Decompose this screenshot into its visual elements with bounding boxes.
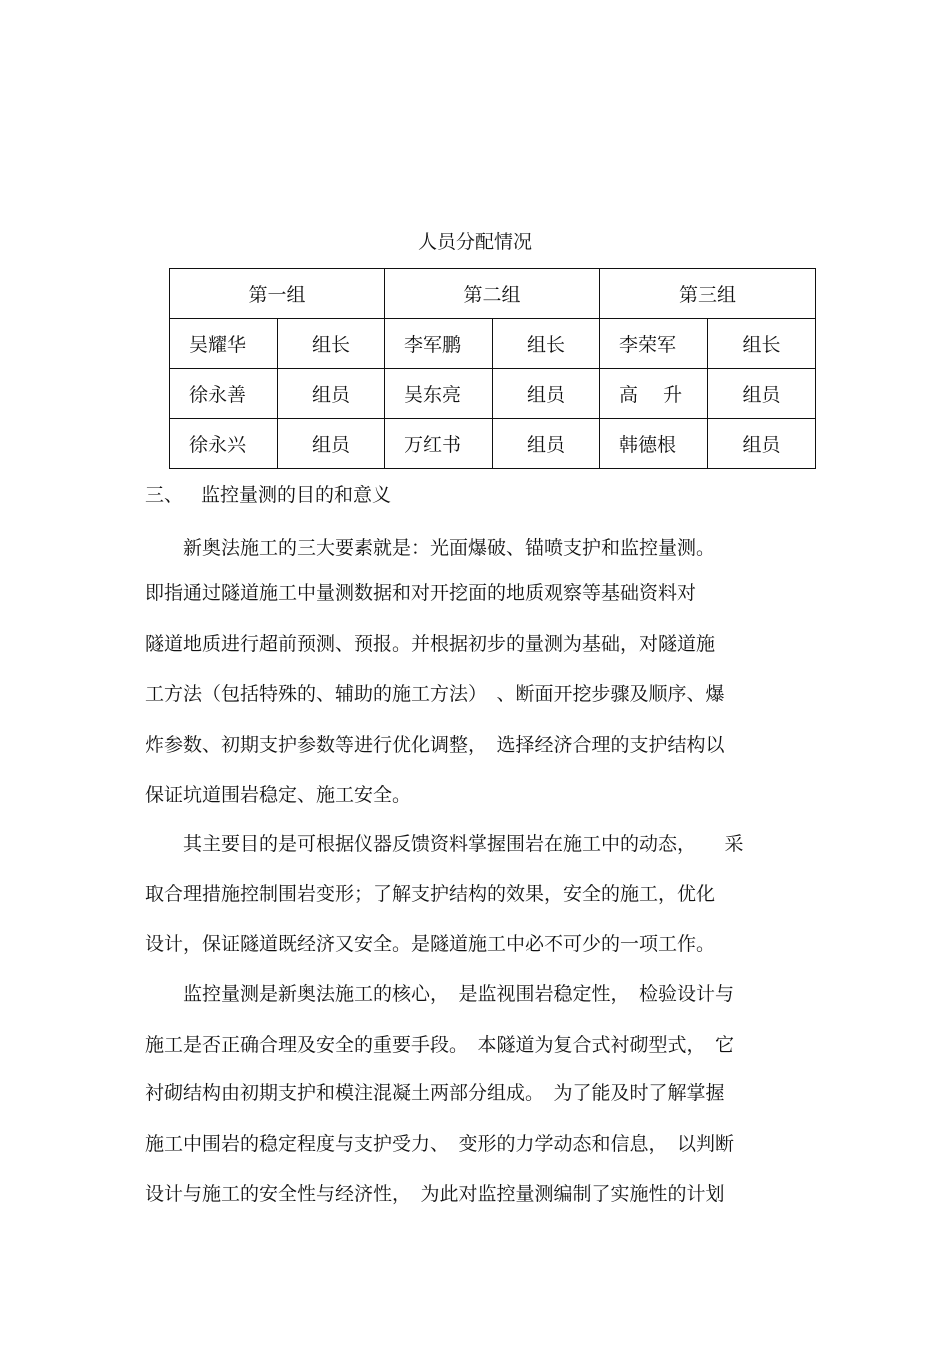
member-role: 组员 [493, 419, 600, 469]
member-name: 吴耀华 [170, 319, 278, 369]
member-name: 吴东亮 [385, 369, 493, 419]
paragraph-2-line: 其主要目的是可根据仪器反馈资料掌握围岩在施工中的动态， 采 [145, 833, 744, 855]
member-role: 组长 [493, 319, 600, 369]
paragraph-1-line: 隧道地质进行超前预测、预报。并根据初步的量测为基础，对隧道施 [145, 633, 716, 655]
member-name: 韩德根 [600, 419, 708, 469]
member-name: 高 升 [600, 369, 708, 419]
member-name: 徐永善 [170, 369, 278, 419]
section-title: 监控量测的目的和意义 [201, 484, 392, 506]
member-role: 组员 [278, 369, 385, 419]
paragraph-3-line: 施工中围岩的稳定程度与支护受力、 变形的力学动态和信息， 以判断 [145, 1133, 735, 1155]
section-number: 三、 [145, 484, 184, 506]
member-role: 组员 [708, 419, 816, 469]
table-header-row [170, 269, 816, 319]
member-role: 组员 [278, 419, 385, 469]
table-row [170, 319, 816, 369]
paragraph-3-line: 监控量测是新奥法施工的核心， 是监视围岩稳定性， 检验设计与 [145, 983, 735, 1005]
paragraph-2-line: 取合理措施控制围岩变形；了解支护结构的效果，安全的施工，优化 [145, 883, 716, 905]
paragraph-1-line: 保证坑道围岩稳定、施工安全。 [145, 784, 412, 806]
member-role: 组长 [278, 319, 385, 369]
member-name: 万红书 [385, 419, 493, 469]
paragraph-3-line: 设计与施工的安全性与经济性， 为此对监控量测编制了实施性的计划 [145, 1183, 725, 1205]
group-1-header: 第一组 [170, 269, 385, 319]
group-2-header: 第二组 [385, 269, 600, 319]
member-role: 组员 [493, 369, 600, 419]
paragraph-3-line: 衬砌结构由初期支护和模注混凝土两部分组成。 为了能及时了解掌握 [145, 1082, 725, 1104]
paragraph-1-line: 炸参数、初期支护参数等进行优化调整， 选择经济合理的支护结构以 [145, 734, 725, 756]
paragraph-1-line: 工方法（包括特殊的、辅助的施工方法） 、断面开挖步骤及顺序、爆 [145, 683, 725, 705]
paragraph-1-line: 即指通过隧道施工中量测数据和对开挖面的地质观察等基础资料对 [145, 582, 697, 604]
group-3-header: 第三组 [600, 269, 816, 319]
member-name: 李军鹏 [385, 319, 493, 369]
table-title: 人员分配情况 [417, 231, 532, 253]
member-name: 徐永兴 [170, 419, 278, 469]
paragraph-3-line: 施工是否正确合理及安全的重要手段。 本隧道为复合式衬砌型式， 它 [145, 1034, 735, 1056]
table-row [170, 369, 816, 419]
paragraph-2-line: 设计，保证隧道既经济又安全。是隧道施工中必不可少的一项工作。 [145, 933, 716, 955]
member-name: 李荣军 [600, 319, 708, 369]
staff-table [169, 268, 816, 469]
paragraph-1-line: 新奥法施工的三大要素就是：光面爆破、锚喷支护和监控量测。 [145, 537, 716, 559]
section-heading [145, 482, 391, 508]
table-row [170, 419, 816, 469]
member-role: 组员 [708, 369, 816, 419]
member-role: 组长 [708, 319, 816, 369]
